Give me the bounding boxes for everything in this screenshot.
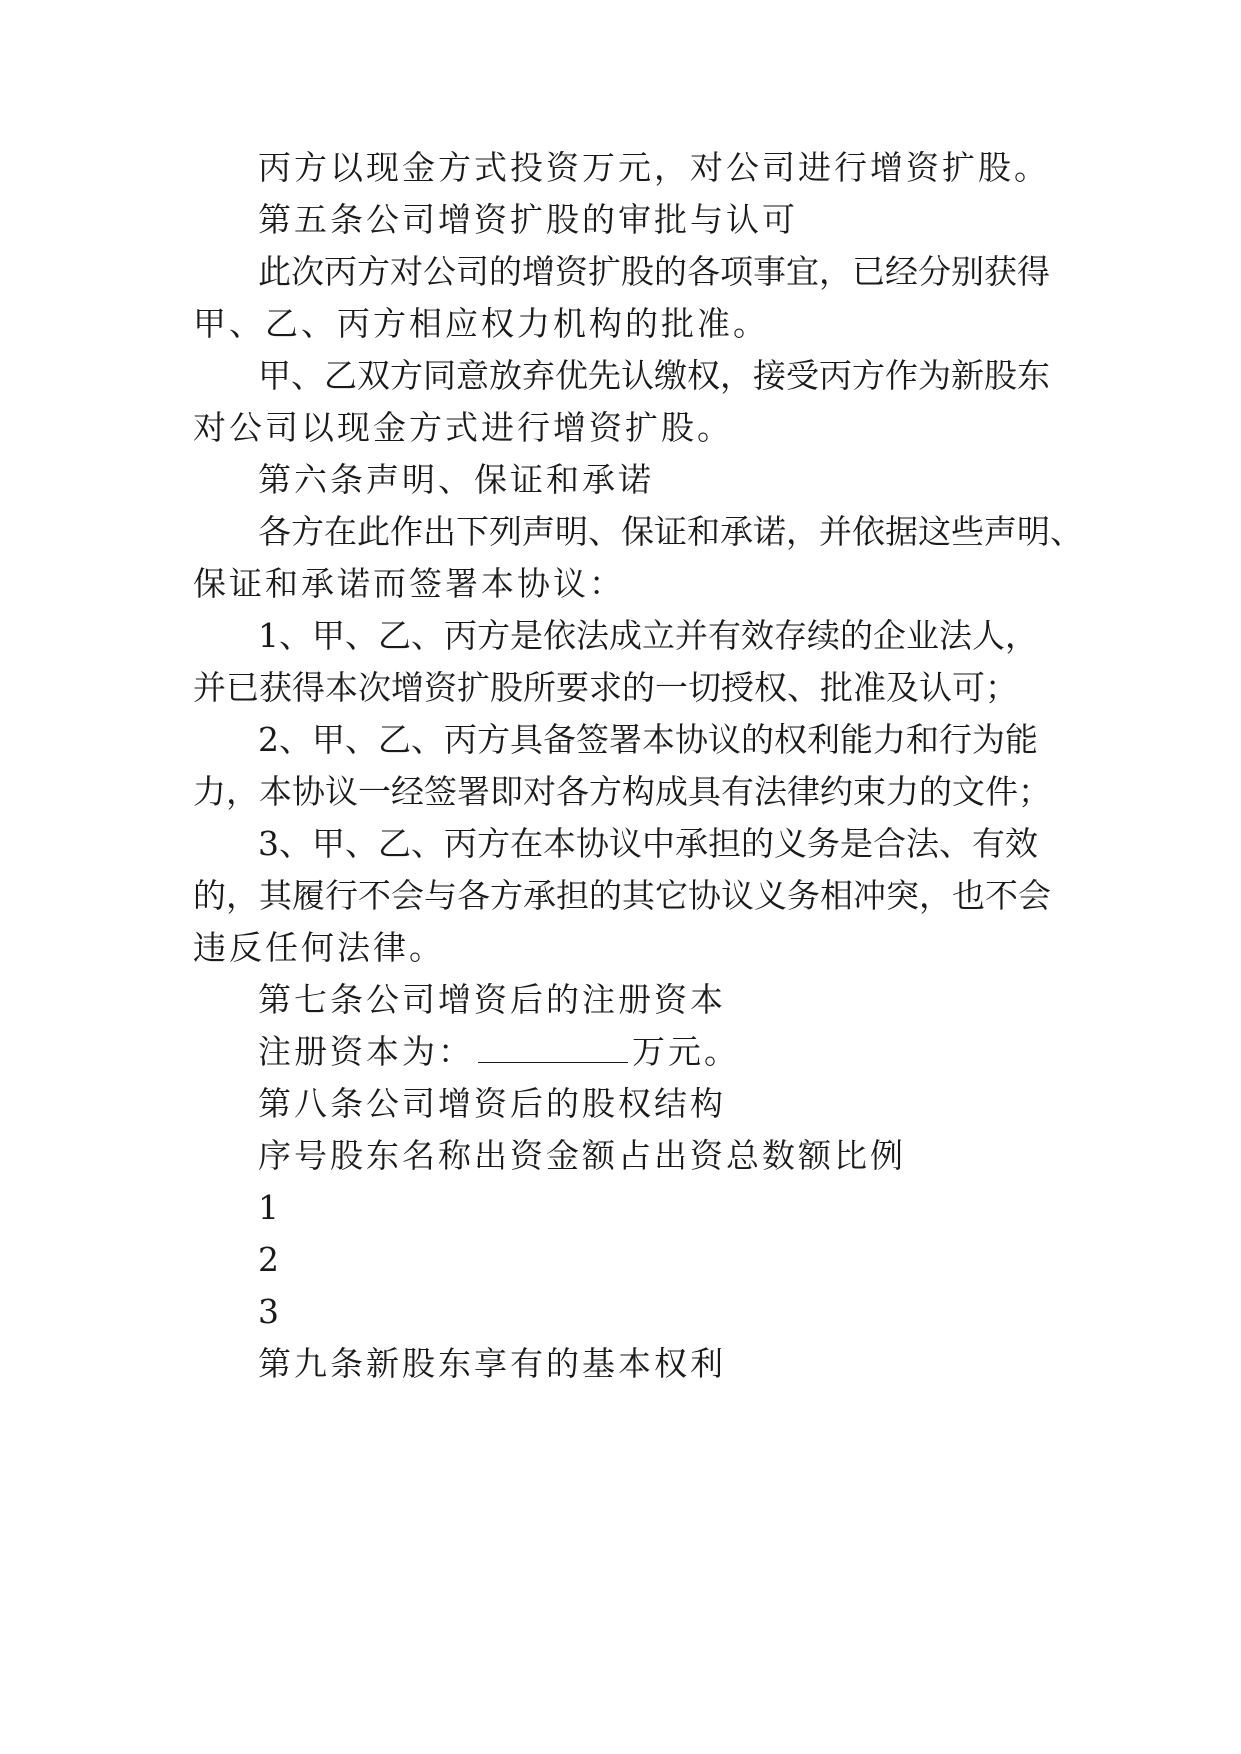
registered-capital-line [258, 1032, 740, 1072]
registered-capital-unit: 万元。 [632, 1032, 740, 1071]
paragraph-line: 各方在此作出下列声明、保证和承诺，并依据这些声明、 [258, 512, 1083, 551]
paragraph-line: 保证和承诺而签署本协议： [193, 564, 625, 603]
list-item-3: 3、甲、乙、丙方在本协议中承担的义务是合法、有效 [258, 824, 1038, 863]
article-7-heading: 第七条公司增资后的注册资本 [258, 980, 726, 1019]
paragraph-line: 对公司以现金方式进行增资扩股。 [193, 408, 733, 447]
paragraph-line: 甲、乙双方同意放弃优先认缴权，接受丙方作为新股东 [258, 356, 1050, 395]
paragraph-line: 甲、乙、丙方相应权力机构的批准。 [193, 304, 769, 343]
article-5-heading: 第五条公司增资扩股的审批与认可 [258, 200, 798, 239]
table-row-number: 3 [258, 1292, 282, 1331]
paragraph-line: 丙方以现金方式投资万元，对公司进行增资扩股。 [258, 148, 1050, 187]
registered-capital-label: 注册资本为： [258, 1032, 474, 1071]
registered-capital-blank [478, 1032, 628, 1063]
table-header-line: 序号股东名称出资金额占出资总数额比例 [258, 1136, 906, 1175]
list-item-1: 1、甲、乙、丙方是依法成立并有效存续的企业法人， [258, 616, 1038, 655]
table-row-number: 1 [258, 1188, 282, 1227]
paragraph-line: 的，其履行不会与各方承担的其它协议义务相冲突，也不会 [193, 876, 1051, 915]
paragraph-line: 并已获得本次增资扩股所要求的一切授权、批准及认可； [193, 668, 1018, 707]
paragraph-line: 违反任何法律。 [193, 928, 445, 967]
table-row-number: 2 [258, 1240, 282, 1279]
list-item-2: 2、甲、乙、丙方具备签署本协议的权利能力和行为能 [258, 720, 1038, 759]
article-9-heading: 第九条新股东享有的基本权利 [258, 1344, 726, 1383]
article-8-heading: 第八条公司增资后的股权结构 [258, 1084, 726, 1123]
paragraph-line: 此次丙方对公司的增资扩股的各项事宜，已经分别获得 [258, 252, 1050, 291]
paragraph-line: 力，本协议一经签署即对各方构成具有法律约束力的文件； [193, 772, 1051, 811]
article-6-heading: 第六条声明、保证和承诺 [258, 460, 654, 499]
